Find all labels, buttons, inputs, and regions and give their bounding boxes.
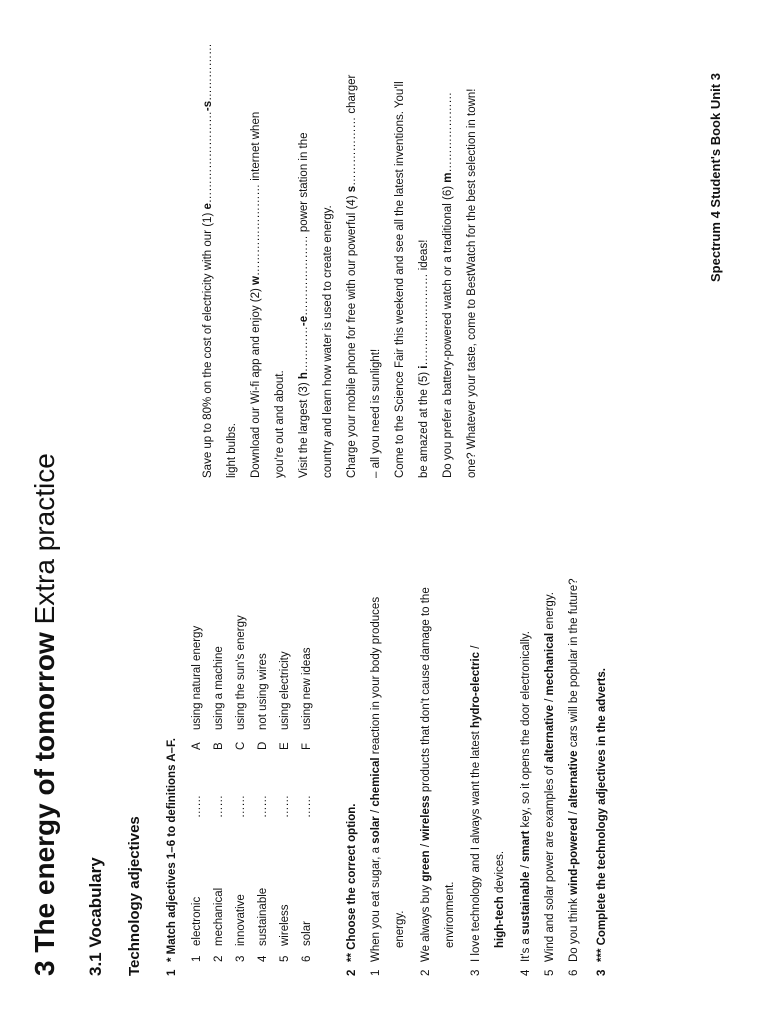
advert-line: country and learn how water is used to create energy. (322, 205, 334, 478)
choice-number: 3 (470, 969, 482, 976)
match-number: 4 (257, 955, 269, 962)
choice-text: We always buy green / wireless products that don't cause damage to the (420, 587, 432, 962)
match-adjective: electronic (191, 896, 203, 946)
page-title (28, 453, 62, 976)
choice-number: 2 (420, 969, 432, 976)
choice-number: 4 (520, 969, 532, 976)
match-letter: C (235, 741, 247, 750)
exercise1-match-list (186, 496, 326, 976)
choice-text: Wind and solar power are examples of alternative / mechanical energy. (544, 592, 556, 962)
match-adjective: innovative (235, 894, 247, 946)
match-blank: …… (191, 795, 203, 818)
advert-line: Visit the largest (3) h…………-e………………… power station in the (298, 132, 310, 478)
match-letter: F (301, 742, 313, 750)
match-blank: …… (257, 795, 269, 818)
exercise2-number: 2 (346, 969, 358, 976)
choice-number: 1 (370, 969, 382, 976)
choice-text-continued: environment. (444, 881, 456, 948)
choice-text: When you eat sugar, a solar / chemical reaction in your body produces (370, 596, 382, 962)
match-adjective: mechanical (213, 887, 225, 946)
exercise3-adverts (196, 43, 486, 478)
match-number: 5 (279, 955, 291, 962)
exercise2-instruction: ** Choose the correct option. (346, 803, 358, 962)
choice-number: 6 (568, 969, 580, 976)
choice-item (562, 416, 586, 976)
exercise1-number: 1 (166, 969, 178, 976)
exercise1-heading (166, 738, 178, 976)
choice-text: Do you think wind-powered / alternative cars will be popular in the future? (568, 578, 580, 962)
advert-line: you're out and about. (274, 370, 286, 478)
match-row (252, 496, 274, 976)
match-letter: E (279, 742, 291, 750)
exercise2-heading (346, 804, 358, 976)
match-row (296, 496, 318, 976)
advert-line: Save up to 80% on the cost of electricity with our (1) e……………………-s…………… (202, 43, 214, 478)
match-number: 3 (235, 955, 247, 962)
match-definition: using new ideas (301, 647, 313, 730)
advert-line: Charge your mobile phone for free with our powerful (4) s……………… charger (346, 74, 358, 478)
match-row (186, 496, 208, 976)
match-blank: …… (279, 795, 291, 818)
section-title: 3.1 Vocabulary (86, 857, 105, 976)
advert-line: light bulbs. (226, 423, 238, 478)
choice-text: I love technology and I always want the latest hydro-electric / (470, 645, 482, 962)
match-letter: D (257, 741, 269, 750)
match-row (274, 496, 296, 976)
choice-item (514, 416, 538, 976)
match-definition: not using wires (257, 653, 269, 730)
exercise3-instruction: *** Complete the technology adjectives in the adverts. (596, 668, 608, 962)
match-number: 1 (191, 955, 203, 962)
exercise3-heading (596, 668, 608, 976)
match-blank: …… (235, 795, 247, 818)
match-blank: …… (213, 795, 225, 818)
match-letter: B (213, 742, 225, 750)
choice-number: 5 (544, 969, 556, 976)
exercise2-list (364, 416, 594, 976)
match-definition: using electricity (279, 651, 291, 730)
match-adjective: solar (301, 921, 313, 946)
advert-line: Download our Wi-fi app and enjoy (2) w…………………… internet when (250, 111, 262, 478)
page-title-bold: 3 The energy of tomorrow (29, 632, 60, 976)
match-adjective: wireless (279, 904, 291, 946)
choice-item (414, 416, 462, 976)
choice-item (538, 416, 562, 976)
choice-item (464, 416, 512, 976)
match-number: 6 (301, 955, 313, 962)
match-definition: using natural energy (191, 625, 203, 730)
advert-line: one? Whatever your taste, come to BestWatch for the best selection in town! (466, 88, 478, 478)
subheading: Technology adjectives (126, 816, 143, 976)
match-row (230, 496, 252, 976)
match-row (208, 496, 230, 976)
choice-text: It's a sustainable / smart key, so it opens the door electronically. (520, 631, 532, 962)
match-definition: using a machine (213, 646, 225, 730)
match-number: 2 (213, 955, 225, 962)
advert-line: Do you prefer a battery-powered watch or a traditional (6) m………………… (442, 91, 454, 478)
choice-item (364, 416, 412, 976)
choice-text-continued: high-tech devices. (494, 850, 506, 948)
match-adjective: sustainable (257, 887, 269, 946)
page-title-normal: Extra practice (29, 453, 60, 633)
advert-line: – all you need is sunlight! (370, 348, 382, 478)
match-letter: A (191, 742, 203, 750)
exercise1-instruction: * Match adjectives 1–6 to definitions A–F. (166, 738, 178, 962)
exercise3-number: 3 (596, 969, 608, 976)
advert-line: be amazed at the (5) i…………………… ideas! (418, 239, 430, 478)
page-footer: Spectrum 4 Student's Book Unit 3 (708, 73, 723, 282)
match-definition: using the sun's energy (235, 615, 247, 730)
choice-text-continued: energy. (394, 910, 406, 948)
match-blank: …… (301, 795, 313, 818)
advert-line: Come to the Science Fair this weekend and see all the latest inventions. You'll (394, 81, 406, 478)
